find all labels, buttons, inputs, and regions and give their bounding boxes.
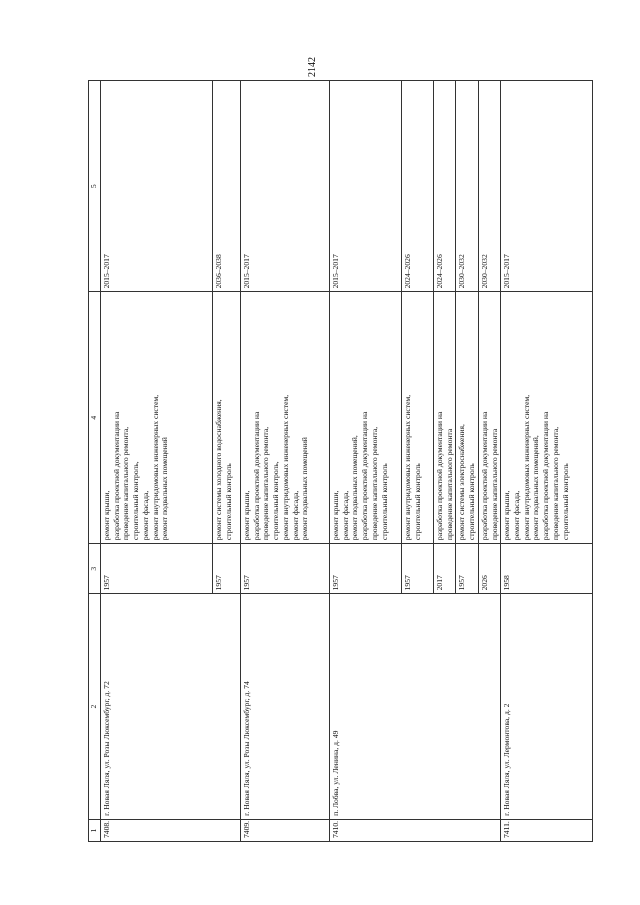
work-period: 2015–2017 xyxy=(330,81,402,292)
entry-address: г. Новая Ляля, ул. Розы Люксембург, д. 74 xyxy=(241,594,330,819)
build-year: 2026 xyxy=(478,544,500,594)
entry-number: 7408. xyxy=(101,819,241,841)
table-row xyxy=(330,81,402,842)
table-row xyxy=(501,81,593,842)
work-period: 2015–2017 xyxy=(501,81,593,292)
work-list: ремонт внутридомовых инженерных систем, строительный контроль xyxy=(402,292,434,544)
work-list: ремонт крыши, ремонт фасада, ремонт подвальных помещений, разработка проектной документации на проведение капитального ремонта, строительный контроль xyxy=(330,292,402,544)
build-year: 1957 xyxy=(101,544,213,594)
build-year: 1957 xyxy=(330,544,402,594)
page-number: 2142 xyxy=(307,57,318,77)
header-col-1: 1 xyxy=(89,819,101,841)
entry-address: п. Лобва, ул. Ленина, д. 49 xyxy=(330,594,501,819)
header-col-2: 2 xyxy=(89,594,101,819)
work-period: 2030–2032 xyxy=(478,81,500,292)
work-list: ремонт системы электроснабжения, строительный контроль xyxy=(456,292,478,544)
work-period: 2030–2032 xyxy=(456,81,478,292)
repair-schedule-table xyxy=(88,80,593,842)
header-col-4: 4 xyxy=(89,292,101,544)
build-year: 1958 xyxy=(501,544,593,594)
work-period: 2015–2017 xyxy=(241,81,330,292)
work-list: ремонт крыши, разработка проектной документации на проведение капитального ремонта, строительный контроль, ремонт фасада, ремонт внутридомовых инженерных систем, ремонт подвальных помещений xyxy=(101,292,213,544)
rotated-table-container xyxy=(88,80,570,842)
work-list: разработка проектной документации на проведение капитального ремонта xyxy=(434,292,456,544)
column-number-row xyxy=(89,81,101,842)
work-list: ремонт крыши, разработка проектной документации на проведение капитального ремонта, строительный контроль, ремонт внутридомовых инженерных систем, ремонт фасада, ремонт подвальных помещений xyxy=(241,292,330,544)
work-list: ремонт системы холодного водоснабжения, строительный контроль xyxy=(213,292,241,544)
entry-address: г. Новая Ляля, ул. Лермонтова, д. 2 xyxy=(501,594,593,819)
build-year: 1957 xyxy=(402,544,434,594)
rotated-page-area xyxy=(88,80,570,842)
build-year: 1957 xyxy=(241,544,330,594)
build-year: 1957 xyxy=(456,544,478,594)
entry-number: 7410. xyxy=(330,819,501,841)
header-col-3: 3 xyxy=(89,544,101,594)
build-year: 1957 xyxy=(213,544,241,594)
work-period: 2024–2026 xyxy=(402,81,434,292)
table-row xyxy=(101,81,213,842)
entry-number: 7409. xyxy=(241,819,330,841)
work-list: разработка проектной документации на проведение капитального ремонта xyxy=(478,292,500,544)
table-row xyxy=(241,81,330,842)
entry-address: г. Новая Ляля, ул. Розы Люксембург, д. 72 xyxy=(101,594,241,819)
entry-number: 7411. xyxy=(501,819,593,841)
work-period: 2024–2026 xyxy=(434,81,456,292)
work-list: ремонт крыши, ремонт фасада, ремонт внутридомовых инженерных систем, ремонт подвальных помещений, разработка проектной документации на проведение капитального ремонта, строительный контроль xyxy=(501,292,593,544)
work-period: 2015–2017 xyxy=(101,81,213,292)
header-col-5: 5 xyxy=(89,81,101,292)
build-year: 2017 xyxy=(434,544,456,594)
work-period: 2036–2038 xyxy=(213,81,241,292)
